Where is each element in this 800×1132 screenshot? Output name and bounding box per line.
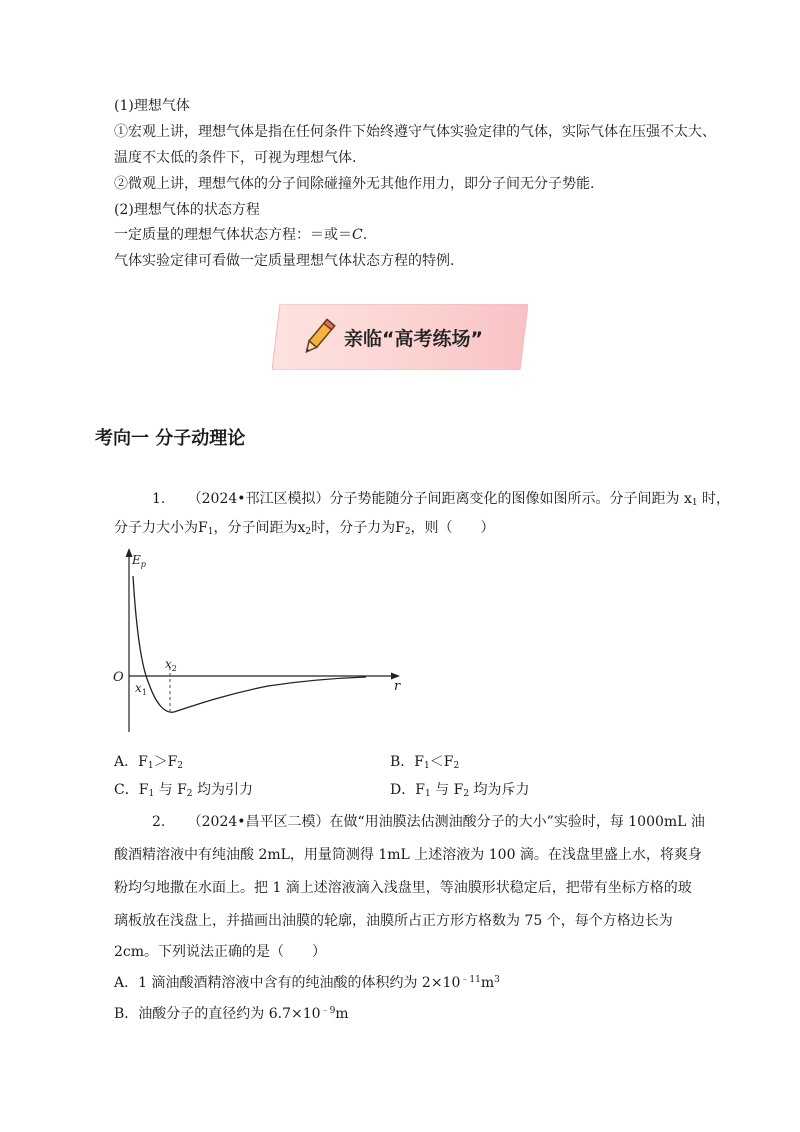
q1-option-c[interactable]: C．$F_1$ 与 $F_2$ 均为引力 [114, 782, 253, 799]
q2-stem-line-5: 2cm。下列说法正确的是（ ） [114, 944, 327, 960]
section-title: 考向一 分子动理论 [95, 428, 246, 449]
q1-stem-line-1: 1. （2024•邗江区模拟）分子势能随分子间距离变化的图像如图所示。分子间距为 $x_1$ 时， [152, 491, 731, 508]
potential-energy-graph [108, 546, 408, 736]
q2-stem-line-1: 2. （2024•昌平区二模）在做“用油膜法估测油酸分子的大小”实验时，每 1000mL 油 [152, 814, 705, 830]
banner-label: 亲临“高考练场” [344, 328, 483, 350]
intro-micro-line: ②微观上讲，理想气体的分子间除碰撞外无其他作用力，即分子间无分子势能. [114, 176, 595, 192]
q1-number: 1. [152, 491, 166, 507]
origin-label: O [113, 670, 124, 685]
y-axis-label: $E_p$ [132, 553, 146, 569]
intro-state-equation-line: 一定质量的理想气体状态方程：＝或＝C. [114, 227, 368, 243]
q1-option-b[interactable]: B．$F_1<F_2$ [390, 754, 460, 771]
q2-stem-line-4: 璃板放在浅盘上，并描画出油膜的轮廓，油膜所占正方形方格数为 75 个，每个方格边长为 [114, 913, 673, 929]
potential-energy-curve [133, 576, 366, 712]
intro-heading-state-equation: (2)理想气体的状态方程 [114, 202, 260, 218]
q2-number: 2. [152, 814, 166, 830]
intro-macro-line-2: 温度不太低的条件下，可视为理想气体. [114, 150, 357, 166]
pencil-icon [296, 316, 340, 360]
section-banner [272, 304, 528, 370]
q1-option-a[interactable]: A．$F_1>F_2$ [114, 754, 184, 771]
x-axis-label: r [394, 679, 401, 694]
q2-option-a[interactable]: A．1 滴油酸酒精溶液中含有的纯油酸的体积约为 $2\times 10^{﹣11}m^3$ [114, 975, 500, 991]
intro-heading-ideal-gas: (1)理想气体 [114, 98, 190, 114]
q2-option-b[interactable]: B．油酸分子的直径约为 $6.7\times 10^{﹣9}m$ [114, 1006, 349, 1022]
q2-stem-line-2: 酸酒精溶液中有纯油酸 2mL，用量筒测得 1mL 上述溶液为 100 滴。在浅盘里盛上水，将爽身 [114, 847, 702, 863]
intro-special-case-line: 气体实验定律可看做一定质量理想气体状态方程的特例. [114, 253, 455, 269]
q1-stem-line-2: 分子力大小为$F_1$，分子间距为$x_2$时，分子力为$F_2$，则（ ） [114, 520, 495, 537]
intro-macro-line-1: ①宏观上讲，理想气体是指在任何条件下始终遵守气体实验定律的气体，实际气体在压强不太大、 [114, 124, 716, 140]
q1-option-d[interactable]: D．$F_1$ 与 $F_2$ 均为斥力 [390, 782, 530, 799]
x2-label: $x_2$ [165, 657, 177, 673]
q2-stem-line-3: 粉均匀地撒在水面上。把 1 滴上述溶液滴入浅盘里，等油膜形状稳定后，把带有坐标方格的玻 [114, 880, 692, 896]
x1-label: $x_1$ [135, 681, 147, 697]
